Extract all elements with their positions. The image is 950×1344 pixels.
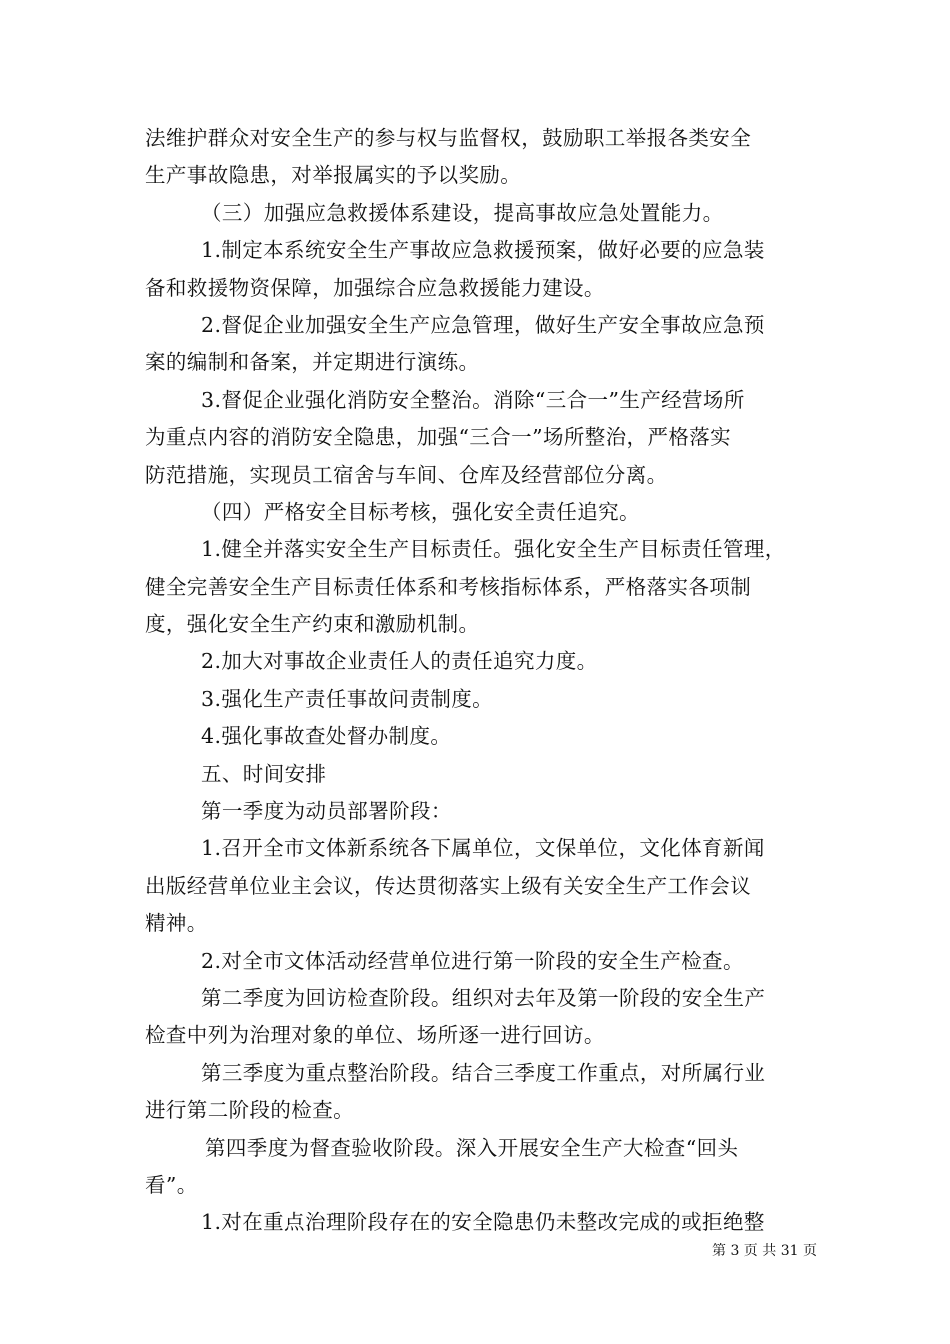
text-line-23: 2.对全市文体活动经营单位进行第一阶段的安全生产检查。 (201, 948, 744, 973)
text-line-27: 进行第二阶段的检查。 (145, 1098, 354, 1123)
section-heading-4: （四）严格安全目标考核，强化安全责任追究。 (201, 499, 640, 524)
text-line-6: 2.督促企业加强安全生产应急管理，做好生产安全事故应急预 (201, 312, 765, 337)
text-line-21: 出版经营单位业主会议，传达贯彻落实上级有关安全生产工作会议 (145, 873, 752, 898)
page-number-footer: 第 3 页 共 31 页 (712, 1243, 817, 1259)
text-line-17: 4.强化事故查处督办制度。 (201, 724, 452, 749)
text-line-15: 2.加大对事故企业责任人的责任追究力度。 (201, 649, 598, 674)
text-line-30: 1.对在重点治理阶段存在的安全隐患仍未整改完成的或拒绝整 (201, 1210, 765, 1235)
text-line-28: 第四季度为督查验收阶段。深入开展安全生产大检查“回头 (205, 1135, 739, 1160)
text-line-12: 1.健全并落实安全生产目标责任。强化安全生产目标责任管理， (201, 537, 786, 562)
text-line-22: 精神。 (145, 911, 208, 936)
text-line-25: 检查中列为治理对象的单位、场所逐一进行回访。 (145, 1023, 605, 1048)
text-line-5: 备和救援物资保障，加强综合应急救援能力建设。 (145, 275, 605, 300)
section-heading-3: （三）加强应急救援体系建设，提高事故应急处置能力。 (201, 200, 724, 225)
section-heading-5: 五、时间安排 (201, 761, 327, 786)
body-text (145, 120, 815, 1242)
text-line-24: 第二季度为回访检查阶段。组织对去年及第一阶段的安全生产 (201, 985, 766, 1010)
text-line-29: 看”。 (145, 1172, 198, 1197)
text-line-7: 案的编制和备案，并定期进行演练。 (145, 350, 480, 375)
text-line-20: 1.召开全市文体新系统各下属单位，文保单位，文化体育新闻 (201, 836, 765, 861)
text-line-14: 度，强化安全生产约束和激励机制。 (145, 612, 480, 637)
text-line-9: 为重点内容的消防安全隐患，加强“三合一”场所整治，严格落实 (145, 425, 732, 450)
text-line-16: 3.强化生产责任事故问责制度。 (201, 686, 494, 711)
text-line-2: 生产事故隐患，对举报属实的予以奖励。 (145, 163, 522, 188)
text-line-8: 3.督促企业强化消防安全整治。消除“三合一”生产经营场所 (201, 387, 745, 412)
text-line-19: 第一季度为动员部署阶段： (201, 799, 452, 824)
text-line-4: 1.制定本系统安全生产事故应急救援预案，做好必要的应急装 (201, 238, 765, 263)
text-line-1: 法维护群众对安全生产的参与权与监督权，鼓励职工举报各类安全 (145, 126, 752, 150)
text-line-10: 防范措施，实现员工宿舍与车间、仓库及经营部位分离。 (145, 462, 668, 487)
text-line-13: 健全完善安全生产目标责任体系和考核指标体系，严格落实各项制 (145, 574, 752, 599)
text-line-26: 第三季度为重点整治阶段。结合三季度工作重点，对所属行业 (201, 1060, 766, 1085)
